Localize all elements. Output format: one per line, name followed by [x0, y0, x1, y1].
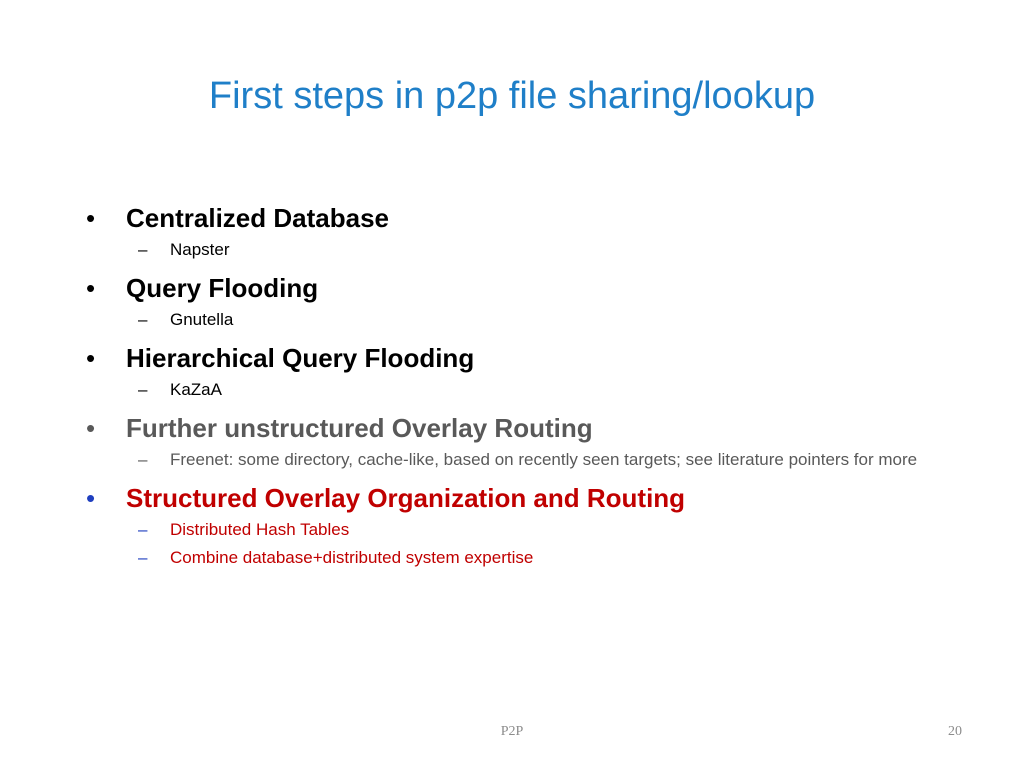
bullet-dot-icon: • — [86, 343, 96, 373]
bullet-heading — [86, 198, 946, 238]
sub-list — [86, 378, 946, 402]
bullet-heading — [86, 408, 946, 448]
sub-list — [86, 308, 946, 332]
dash-icon: – — [138, 520, 148, 539]
sub-item — [86, 378, 946, 402]
bullet-list — [86, 198, 946, 576]
bullet-text: Centralized Database — [126, 203, 389, 233]
bullet-heading — [86, 478, 946, 518]
bullet-text: Structured Overlay Organization and Routing — [126, 483, 686, 513]
footer-label: P2P — [500, 724, 524, 739]
dash-icon: – — [138, 548, 148, 567]
sub-item — [86, 238, 946, 262]
sub-list — [86, 518, 946, 570]
dash-icon: – — [138, 310, 148, 329]
sub-list — [86, 238, 946, 262]
bullet-item — [86, 198, 946, 262]
dash-icon: – — [138, 380, 148, 399]
sub-text: Gnutella — [170, 310, 234, 329]
sub-item — [86, 308, 946, 332]
sub-item — [86, 546, 946, 570]
bullet-dot-icon: • — [86, 413, 96, 443]
dash-icon: – — [138, 240, 148, 259]
sub-text: KaZaA — [170, 380, 222, 399]
bullet-text: Query Flooding — [126, 273, 319, 303]
bullet-dot-icon: • — [86, 273, 96, 303]
sub-item — [86, 518, 946, 542]
slide-title: First steps in p2p file sharing/lookup — [208, 75, 816, 117]
bullet-item — [86, 478, 946, 570]
bullet-heading — [86, 268, 946, 308]
bullet-heading — [86, 338, 946, 378]
bullet-item — [86, 408, 946, 472]
sub-text: Combine database+distributed system expertise — [170, 548, 534, 567]
sub-text: Distributed Hash Tables — [170, 520, 350, 539]
page-number: 20 — [948, 724, 962, 739]
bullet-item — [86, 268, 946, 332]
sub-text: Freenet: some directory, cache-like, based on recently seen targets; see literature pointers for more — [170, 450, 918, 469]
sub-text: Napster — [170, 240, 230, 259]
bullet-text: Hierarchical Query Flooding — [126, 343, 475, 373]
bullet-dot-icon: • — [86, 203, 96, 233]
bullet-dot-icon: • — [86, 483, 96, 513]
bullet-text: Further unstructured Overlay Routing — [126, 413, 593, 443]
dash-icon: – — [138, 450, 148, 469]
sub-item — [86, 448, 946, 472]
sub-list — [86, 448, 946, 472]
bullet-item — [86, 338, 946, 402]
